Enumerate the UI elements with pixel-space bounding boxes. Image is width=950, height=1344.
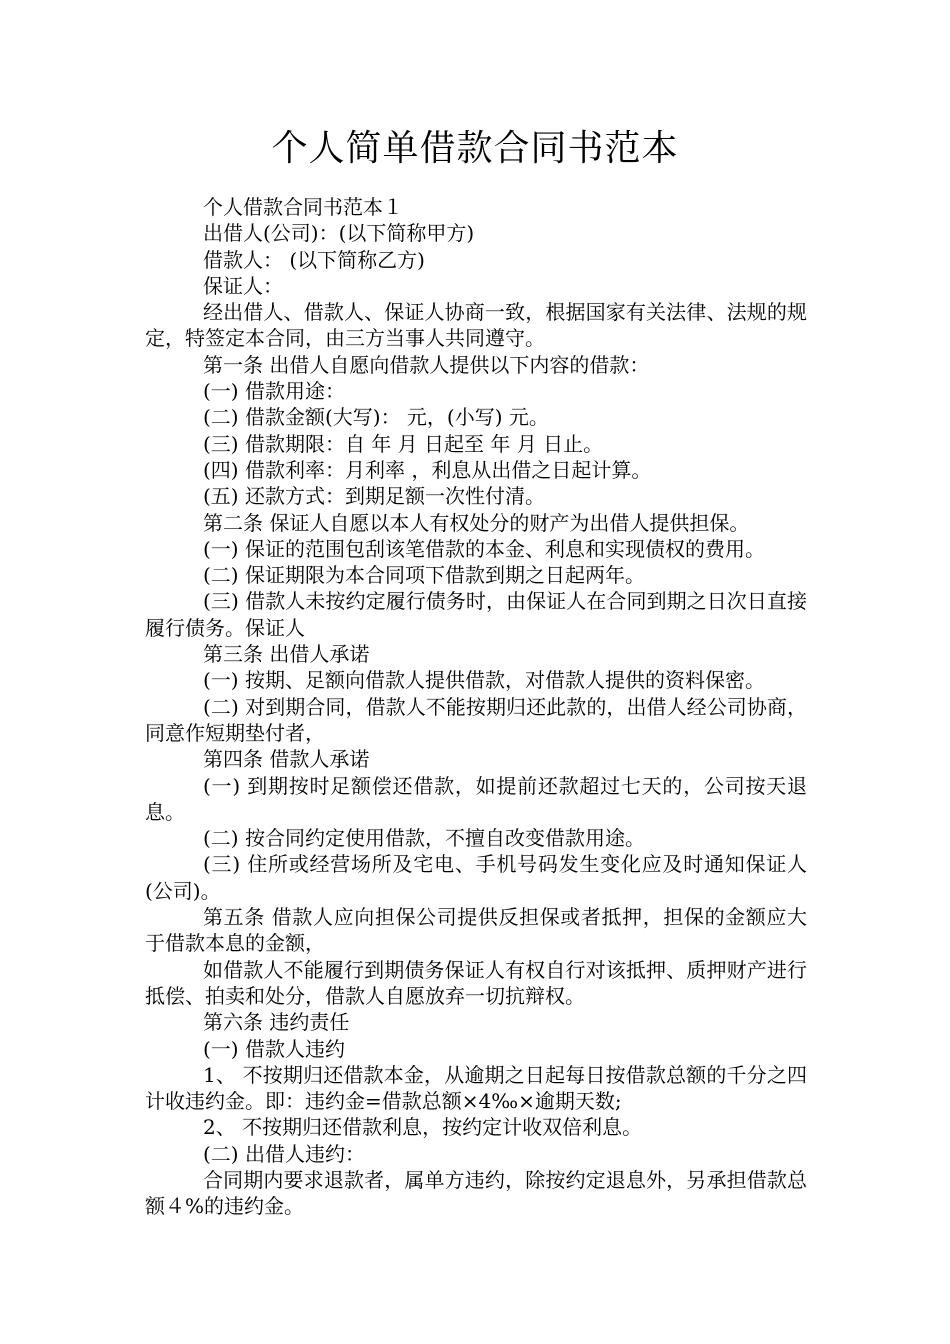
article-2-item-2: (二) 保证期限为本合同项下借款到期之日起两年。 [203,563,645,588]
article-5-heading: 第五条 借款人应向担保公司提供反担保或者抵押，担保的金额应大于借款本息的金额， [145,905,807,956]
article-2-item-1: (一) 保证的范围包刮该笔借款的本金、利息和实现债权的费用。 [203,536,765,561]
article-1-item-3: (三) 借款期限：自 年 月 日起至 年 月 日止。 [203,431,604,456]
paragraph-preamble: 经出借人、借款人、保证人协商一致，根据国家有关法律、法规的规定，特签定本合同，由三方当事人共同遵守。 [145,300,807,351]
article-3-item-2: (二) 对到期合同，借款人不能按期归还此款的，出借人经公司协商，同意作短期垫付者， [145,694,807,745]
article-1-heading: 第一条 出借人自愿向借款人提供以下内容的借款： [203,352,650,377]
paragraph-guarantor: 保证人： [203,273,283,298]
article-6-heading: 第六条 违约责任 [203,1010,350,1035]
article-3-heading: 第三条 出借人承诺 [203,642,370,667]
article-1-item-5: (五) 还款方式：到期足额一次性付清。 [203,484,545,509]
article-6-section-1: (一) 借款人违约 [203,1036,345,1061]
article-4-item-1: (一) 到期按时足额偿还借款，如提前还款超过七天的，公司按天退息。 [145,773,807,824]
article-1-item-2: (二) 借款金额(大写)： 元，(小写) 元。 [203,405,549,430]
article-6-item-2: 2、 不按期归还借款利息，按约定计收双倍利息。 [203,1115,643,1140]
paragraph-borrower: 借款人： (以下简称乙方) [203,247,425,272]
article-3-item-1: (一) 按期、足额向借款人提供借款，对借款人提供的资料保密。 [203,668,765,693]
article-1-item-1: (一) 借款用途： [203,379,345,404]
article-2-item-3: (三) 借款人未按约定履行债务时，由保证人在合同到期之日次日直接履行债务。保证人 [145,589,807,640]
document-title: 个人简单借款合同书范本 [271,128,679,169]
article-4-heading: 第四条 借款人承诺 [203,747,370,772]
article-4-item-3: (三) 住所或经营场所及宅电、手机号码发生变化应及时通知保证人(公司)。 [145,852,807,903]
article-6-item-1: 1、 不按期归还借款本金，从逾期之日起每日按借款总额的千分之四计收违约金。即：违约金=借款总额×4‰×逾期天数; [145,1062,807,1114]
paragraph-lender: 出借人(公司)：(以下简称甲方) [203,221,475,246]
article-1-item-4: (四) 借款利率：月利率 ，利息从出借之日起计算。 [203,457,652,482]
article-4-item-2: (二) 按合同约定使用借款，不擅自改变借款用途。 [203,826,645,851]
article-6-section-2: (二) 出借人违约： [203,1141,365,1166]
document-body [145,194,807,1220]
article-6-section-2-body: 合同期内要求退款者，属单方违约，除按约定退息外，另承担借款总额４%的违约金。 [145,1167,807,1219]
paragraph-template-name: 个人借款合同书范本１ [203,195,403,219]
article-5-body: 如借款人不能履行到期债务保证人有权自行对该抵押、质押财产进行抵偿、拍卖和处分，借款人自愿放弃一切抗辩权。 [145,957,807,1008]
article-2-heading: 第二条 保证人自愿以本人有权处分的财产为出借人提供担保。 [203,510,750,535]
